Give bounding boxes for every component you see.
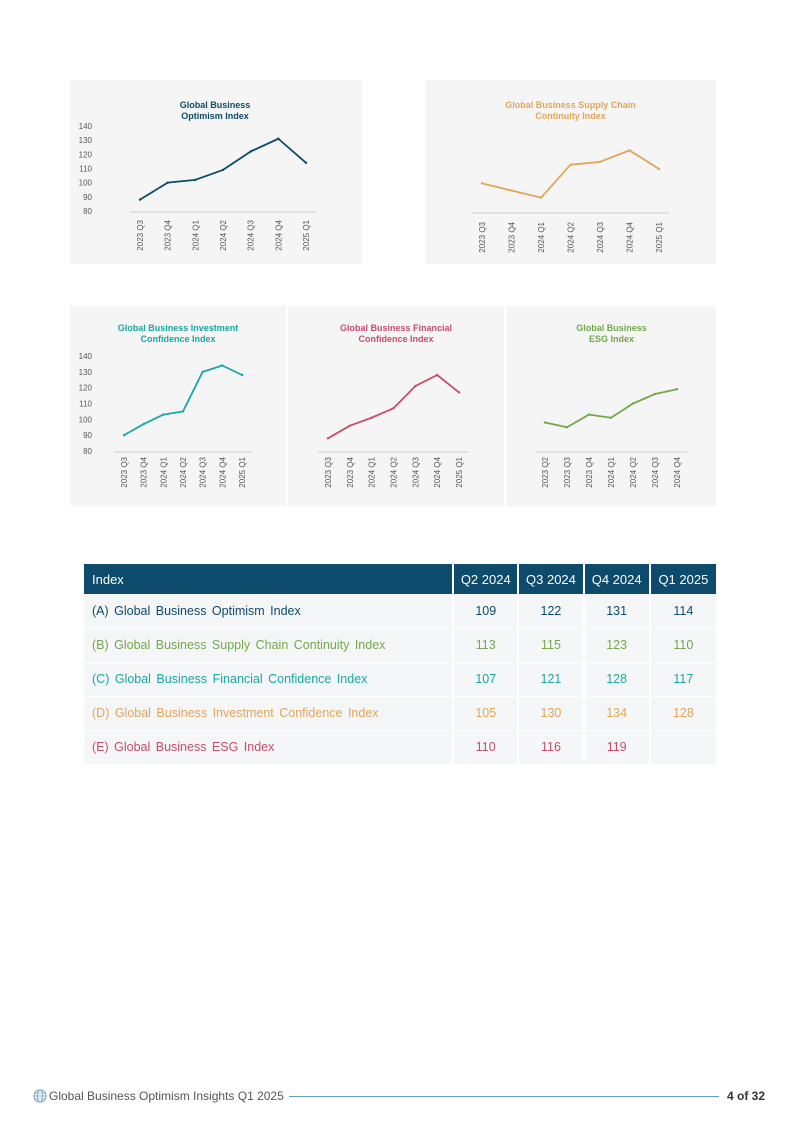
line-chart [70,306,286,506]
y-tick-label: 90 [83,431,92,441]
chart-panel-investment [70,306,286,506]
row-value-cell: 123 [584,628,650,662]
row-value-cell: 113 [453,628,518,662]
row-value-cell: 131 [584,594,650,628]
data-point [327,437,329,439]
chart-panel-supply-chain [425,80,716,264]
x-tick-label: 2025 Q1 [302,220,311,251]
x-tick-label: 2024 Q3 [411,457,421,488]
y-tick-label: 100 [78,178,92,188]
x-tick-label: 2024 Q3 [651,457,660,488]
data-point [588,413,590,415]
data-point [349,424,351,426]
x-tick-label: 2023 Q4 [163,220,173,251]
row-value-cell: 114 [650,594,716,628]
data-point [139,198,141,200]
row-value-cell: 110 [453,730,518,764]
data-point [540,196,542,198]
line-chart [507,306,716,506]
header-q4-2024: Q4 2024 [584,564,650,594]
data-point [610,417,612,419]
x-tick-label: 2024 Q4 [274,220,284,251]
footer-report-title: Global Business Optimism Insights Q1 2025 [49,1089,284,1103]
data-point [436,374,438,376]
x-tick-label: 2023 Q3 [120,457,129,488]
data-point [222,169,224,171]
x-tick-label: 2024 Q2 [566,222,576,253]
data-point [458,391,460,393]
data-point [305,162,307,164]
data-point [628,149,630,151]
row-index-name: (E) Global Business ESG Index [84,730,453,764]
x-tick-label: 2023 Q3 [563,457,572,488]
x-tick-label: 2024 Q4 [673,457,682,488]
row-value-cell: 121 [518,662,583,696]
y-tick-label: 80 [83,447,92,456]
data-point [414,385,416,387]
data-point [194,179,196,181]
data-point [510,189,512,191]
index-table [84,564,716,765]
data-point [481,182,483,184]
row-value-cell: 119 [584,730,650,764]
chart-title: Global Business Optimism Index [179,100,251,121]
data-point [123,434,125,436]
series-line [124,366,242,436]
footer-divider [289,1096,719,1097]
data-point [599,161,601,163]
y-tick-label: 80 [83,207,92,216]
page-footer [0,1088,800,1104]
x-tick-label: 2024 Q3 [596,222,605,253]
row-value-cell: 116 [518,730,583,764]
header-index: Index [84,564,453,594]
y-tick-label: 120 [78,150,92,160]
row-value-cell: 115 [518,628,583,662]
data-point [182,410,184,412]
data-point [221,364,223,366]
x-tick-label: 2023 Q4 [585,457,594,488]
data-point [142,423,144,425]
x-tick-label: 2024 Q1 [367,457,377,488]
x-tick-label: 2025 Q1 [455,457,464,488]
y-tick-label: 110 [79,399,92,409]
table-header-row [84,564,716,594]
y-tick-label: 110 [79,164,92,174]
page-number: 4 of 32 [726,1089,765,1103]
y-tick-label: 120 [78,383,92,393]
line-chart [288,306,504,506]
data-point [370,417,372,419]
x-tick-label: 2024 Q2 [219,220,228,251]
data-point [241,374,243,376]
globe-logo-icon [33,1089,47,1103]
series-line [482,150,659,197]
row-value-cell: 134 [584,696,650,730]
header-q1-2025: Q1 2025 [650,564,716,594]
y-tick-label: 90 [83,192,92,202]
x-tick-label: 2024 Q2 [629,457,638,488]
x-tick-label: 2025 Q1 [655,222,664,253]
header-q3-2024: Q3 2024 [518,564,583,594]
x-tick-label: 2023 Q3 [136,220,145,251]
line-chart [70,80,362,264]
x-tick-label: 2024 Q1 [537,222,546,253]
x-tick-label: 2024 Q1 [159,457,169,488]
row-value-cell: 128 [650,696,716,730]
data-point [201,371,203,373]
y-tick-label: 130 [78,136,92,146]
row-value-cell: 109 [453,594,518,628]
x-tick-label: 2024 Q4 [625,222,635,253]
chart-title: Global Business Financial Confidence Index [339,323,453,344]
line-chart [425,80,716,264]
row-value-cell: 107 [453,662,518,696]
data-point [166,181,168,183]
chart-title: Global Business ESG Index [576,323,647,344]
x-tick-label: 2024 Q3 [246,220,256,251]
chart-panel-optimism [70,80,362,264]
row-index-name: (C) Global Business Financial Confidence Index [84,662,453,696]
series-line [545,389,677,427]
x-tick-label: 2024 Q3 [198,457,208,488]
chart-title: Global Business Supply Chain Continuity Index [505,100,636,121]
x-tick-label: 2024 Q4 [218,457,228,488]
chart-panel-esg [507,306,716,506]
data-point [676,388,678,390]
data-point [569,164,571,166]
y-tick-label: 140 [78,122,92,131]
data-point [658,168,660,170]
row-index-name: (D) Global Business Investment Confidence Index [84,696,453,730]
header-q2-2024: Q2 2024 [453,564,518,594]
x-tick-label: 2023 Q2 [541,457,550,488]
x-tick-label: 2025 Q1 [238,457,247,488]
chart-panel-financial [288,306,504,506]
row-index-name: (A) Global Business Optimism Index [84,594,453,628]
data-point [162,413,164,415]
row-value-cell: 128 [584,662,650,696]
row-value-cell: 105 [453,696,518,730]
data-point [392,407,394,409]
data-point [277,138,279,140]
table-row [84,696,716,730]
x-tick-label: 2024 Q2 [389,457,399,488]
series-line [328,375,459,438]
data-point [566,426,568,428]
row-value-cell: 110 [650,628,716,662]
data-point [544,421,546,423]
x-tick-label: 2024 Q1 [191,220,201,251]
table-row [84,662,716,696]
row-value-cell [650,730,716,764]
row-value-cell: 117 [650,662,716,696]
x-tick-label: 2023 Q3 [324,457,333,488]
y-tick-label: 130 [78,367,92,377]
chart-title: Global Business Investment Confidence Index [117,323,239,344]
data-point [249,150,251,152]
row-value-cell: 130 [518,696,583,730]
x-tick-label: 2023 Q4 [345,457,355,488]
row-value-cell: 122 [518,594,583,628]
x-tick-label: 2023 Q3 [478,222,487,253]
y-tick-label: 140 [78,352,92,361]
x-tick-label: 2024 Q2 [179,457,188,488]
data-point [654,393,656,395]
table-row [84,594,716,628]
data-point [632,402,634,404]
table-row [84,730,716,764]
x-tick-label: 2024 Q1 [607,457,616,488]
x-tick-label: 2024 Q4 [433,457,443,488]
y-tick-label: 100 [78,415,92,425]
x-tick-label: 2023 Q4 [507,222,517,253]
row-index-name: (B) Global Business Supply Chain Continuity Index [84,628,453,662]
table-row [84,628,716,662]
x-tick-label: 2023 Q4 [139,457,149,488]
table-body [84,594,716,764]
